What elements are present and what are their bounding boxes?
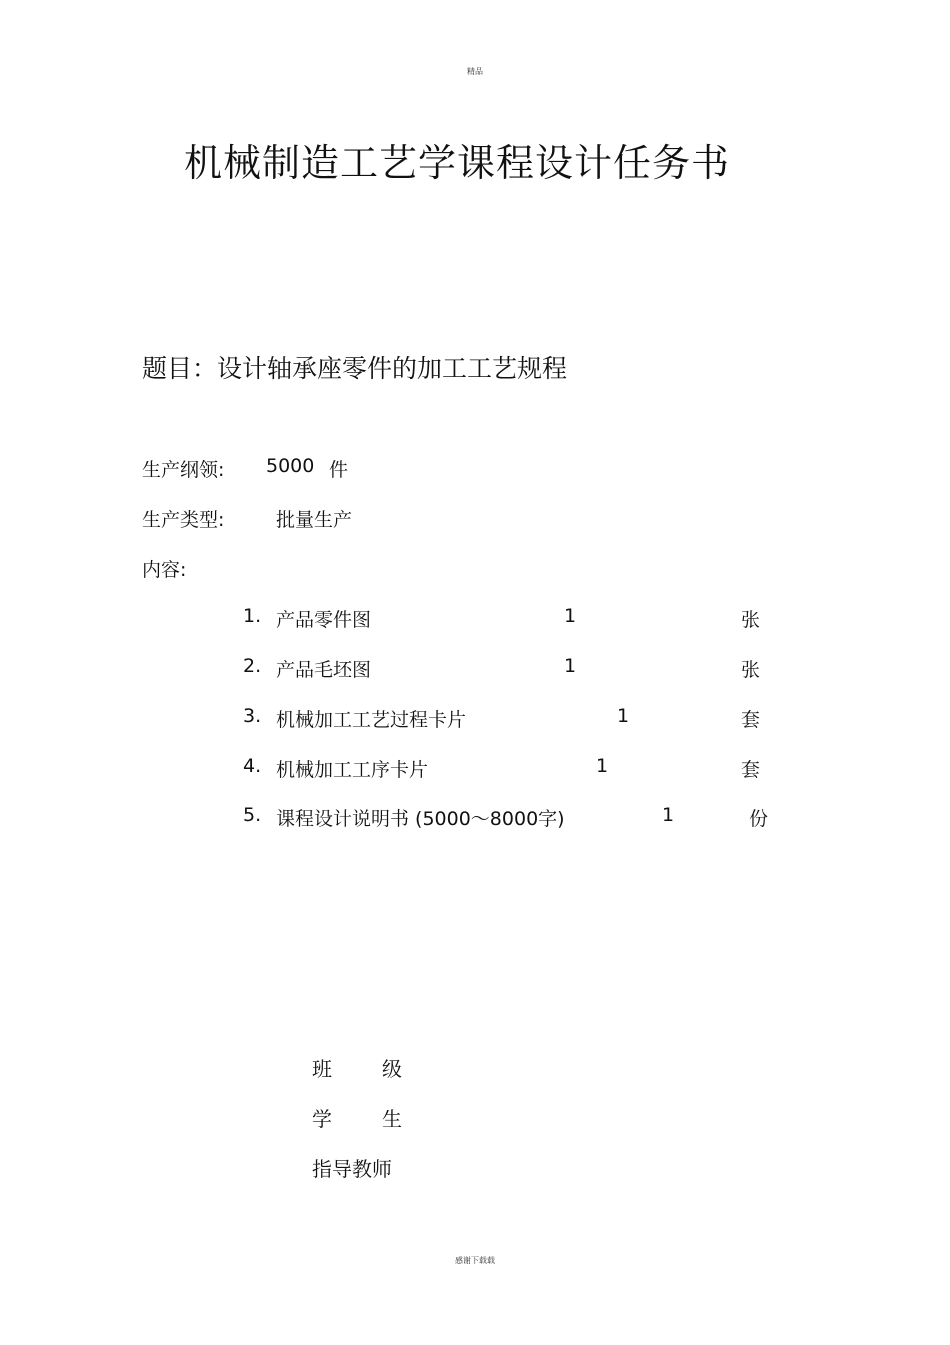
production-output-label: 生产纲领: (142, 459, 225, 481)
content-item-name: 机械加工工艺过程卡片 (276, 709, 467, 731)
content-item-name: 产品零件图 (276, 609, 372, 631)
content-label: 内容: (142, 559, 187, 581)
production-output-unit: 件 (329, 459, 349, 481)
production-type-value: 批量生产 (276, 509, 353, 531)
student-label-part-2: 生 (382, 1107, 402, 1131)
content-item-number: 5. (243, 804, 262, 826)
class-label-part-1: 班 (312, 1057, 332, 1081)
content-item-number: 1. (243, 605, 262, 627)
production-type-label: 生产类型: (142, 509, 225, 531)
content-item-unit: 张 (741, 609, 761, 631)
content-item-number: 3. (243, 705, 262, 727)
class-label-part-2: 级 (382, 1057, 402, 1081)
content-item-unit: 套 (741, 759, 761, 781)
content-item-quantity: 1 (564, 655, 577, 677)
document-title: 机械制造工艺学课程设计任务书 (184, 141, 731, 185)
content-item-unit: 张 (741, 659, 761, 681)
student-label-part-1: 学 (312, 1107, 332, 1131)
content-item-quantity: 1 (564, 605, 577, 627)
content-item-quantity: 1 (662, 804, 675, 826)
content-item-number: 2. (243, 655, 262, 677)
production-output-value: 5000 (266, 455, 315, 477)
teacher-label: 指导教师 (312, 1157, 392, 1181)
content-item-unit: 份 (749, 808, 769, 830)
subject-line: 题目：设计轴承座零件的加工工艺规程 (142, 354, 568, 383)
content-item-unit: 套 (741, 709, 761, 731)
content-item-name: 机械加工工序卡片 (276, 759, 429, 781)
content-item-name: 产品毛坯图 (276, 659, 372, 681)
content-item-number: 4. (243, 755, 262, 777)
content-item-name: 课程设计说明书 (5000～8000字) (276, 808, 565, 830)
header-watermark: 精品 (467, 67, 483, 76)
content-item-quantity: 1 (617, 705, 630, 727)
footer-watermark: 感谢下载载 (455, 1256, 495, 1265)
content-item-quantity: 1 (596, 755, 609, 777)
